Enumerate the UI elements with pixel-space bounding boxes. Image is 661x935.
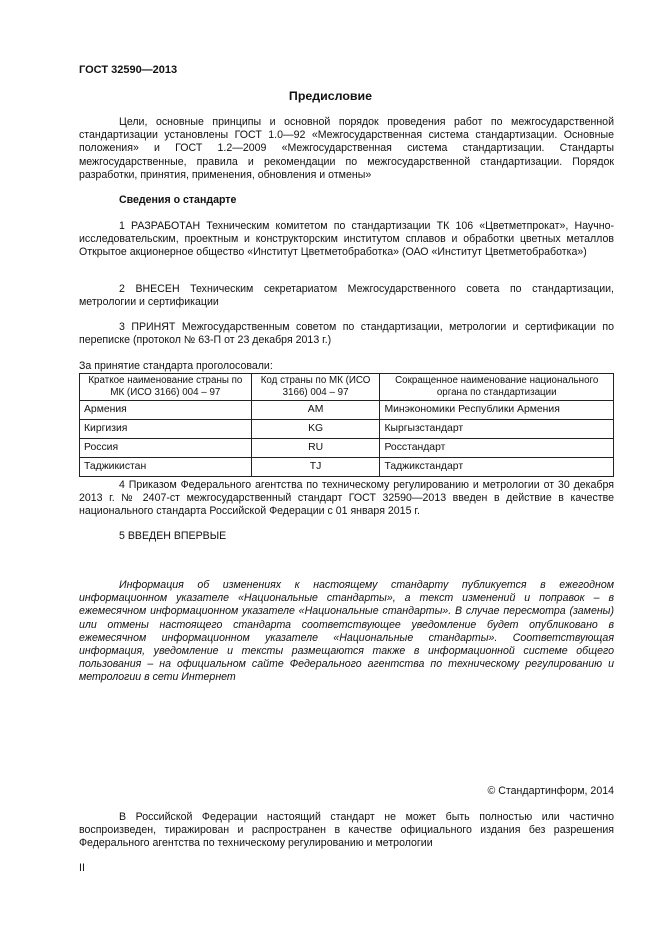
cell-code: AM — [251, 401, 380, 420]
rights-notice: В Российской Федерации настоящий стандарт не может быть полностью или частично воспроизведен, тиражирован и распространен в качестве официального издания без разрешения Федерального агентства по техническому регулированию и метрологии — [79, 811, 614, 850]
table-row — [80, 458, 614, 477]
cell-code: KG — [251, 420, 380, 439]
info-notice: Информация об изменениях к настоящему стандарту публикуется в ежегодном информационном указателе «Национальные стандарты», а текст изменений и поправок – в ежемесячном информационном указателе «Национальные стандарты». В случае пересмотра (замены) или отмены настоящего стандарта соответствующее уведомление будет опубликовано в ежемесячном информационном указателе «Национальные стандарты». Соответствующая информация, уведомление и тексты размещаются также в информационной системе общего пользования – на официальном сайте Федерального агентства по техническому регулированию и метрологии в сети Интернет — [79, 579, 614, 684]
table-header-row — [80, 374, 614, 401]
intro-paragraph: Цели, основные принципы и основной порядок проведения работ по межгосударственной стандартизации установлены ГОСТ 1.0—92 «Межгосударственная система стандартизации. Основные положения» и ГОСТ 1.2—2009 «Межгосударственная система стандартизации. Стандарты межгосударственные, правила и рекомендации по межгосударственной стандартизации. Порядок разработки, принятия, применения, обновления и отмены» — [79, 116, 614, 181]
cell-body: Росстандарт — [380, 439, 614, 458]
item-introduced: 2 ВНЕСЕН Техническим секретариатом Межгосударственного совета по стандартизации, метрологии и сертификации — [79, 283, 614, 309]
page-title: Предисловие — [288, 89, 373, 103]
copyright: © Стандартинформ, 2014 — [487, 785, 614, 797]
cell-code: TJ — [251, 458, 380, 477]
column-header-body: Сокращенное наименование национального органа по стандартизации — [380, 374, 614, 401]
table-row — [80, 439, 614, 458]
cell-body: Таджикстандарт — [380, 458, 614, 477]
cell-country: Армения — [80, 401, 252, 420]
cell-country: Киргизия — [80, 420, 252, 439]
table-row — [80, 420, 614, 439]
table-row — [80, 401, 614, 420]
item-adopted: 3 ПРИНЯТ Межгосударственным советом по стандартизации, метрологии и сертификации по переписке (протокол № 63-П от 23 декабря 2013 г.) — [79, 321, 614, 347]
item-order: 4 Приказом Федерального агентства по техническому регулированию и метрологии от 30 декабря 2013 г. № 2407-ст межгосударственный стандарт ГОСТ 32590—2013 введен в действие в качестве национального стандарта Российской Федерации с 01 января 2015 г. — [79, 479, 614, 518]
item-first-time: 5 ВВЕДЕН ВПЕРВЫЕ — [119, 530, 227, 542]
cell-body: Минэкономики Республики Армения — [380, 401, 614, 420]
column-header-code: Код страны по МК (ИСО 3166) 004 – 97 — [251, 374, 380, 401]
cell-code: RU — [251, 439, 380, 458]
section-heading: Сведения о стандарте — [119, 194, 237, 206]
page-number: II — [79, 862, 85, 874]
cell-country: Россия — [80, 439, 252, 458]
cell-body: Кыргызстандарт — [380, 420, 614, 439]
vote-caption: За принятие стандарта проголосовали: — [79, 360, 273, 372]
document-id-header: ГОСТ 32590—2013 — [79, 64, 178, 76]
item-developed: 1 РАЗРАБОТАН Техническим комитетом по стандартизации ТК 106 «Цветметпрокат», Научно-исследовательским, проектным и конструкторским институтом сплавов и обработки цветных металлов Открытое акционерное общество «Институт Цветметобработка» (ОАО «Институт Цветметобработка») — [79, 220, 614, 259]
cell-country: Таджикистан — [80, 458, 252, 477]
voting-table — [79, 373, 614, 477]
column-header-country: Краткое наименование страны по МК (ИСО 3166) 004 – 97 — [80, 374, 252, 401]
